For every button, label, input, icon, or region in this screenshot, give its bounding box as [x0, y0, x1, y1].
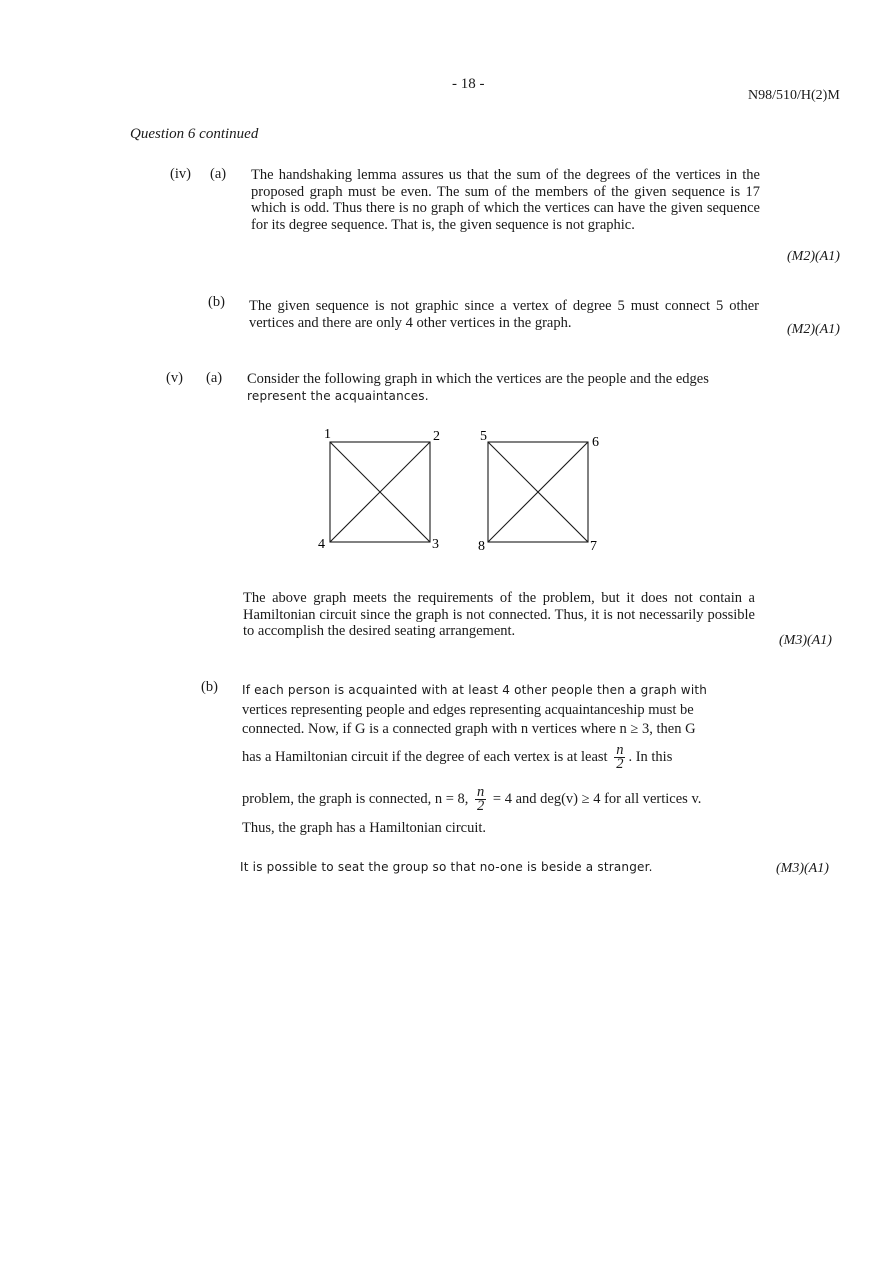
vertex-label-1: 1: [324, 427, 331, 442]
part-iv-a-marks: (M2)(A1): [787, 249, 840, 264]
vertex-label-7: 7: [590, 539, 597, 554]
vertex-label-3: 3: [432, 537, 439, 552]
part-iv-b-marks: (M2)(A1): [787, 322, 840, 337]
vertex-label-4: 4: [318, 537, 325, 552]
part-iv-a-text: The handshaking lemma assures us that the sum of the degrees of the vertices in the proposed graph must be even. The sum of the members of the given sequence is 17 which is odd. Thus there is no graph of which the vertices can have the given sequence for its degree sequence. That is, the given sequence is not graphic.: [251, 167, 760, 233]
part-v-b-label: (b): [201, 679, 218, 695]
part-v-b-line5-mid: = 4 and deg(v) ≥ 4 for all vertices v.: [492, 790, 702, 807]
fraction-numerator-2: n: [477, 784, 485, 800]
part-v-a-label: (a): [206, 370, 223, 386]
part-v-b-line4-pre: has a Hamiltonian circuit if the degree of each vertex is at least: [242, 748, 608, 765]
fraction-denominator-2: 2: [477, 798, 485, 814]
n-over-2-fraction-2: [475, 786, 486, 813]
part-v-a-after-text: The above graph meets the requirements of the problem, but it does not contain a Hamiltonian circuit since the graph is not connected. Thus, it is not necessarily possible to accomplish the desired seating arrangement.: [243, 590, 755, 639]
part-iv-b-text: The given sequence is not graphic since a vertex of degree 5 must connect 5 other vertices and there are only 4 other vertices in the graph.: [249, 298, 759, 331]
vertex-label-2: 2: [433, 429, 440, 444]
part-v-b-conclusion: It is possible to seat the group so that no-one is beside a stranger.: [240, 860, 653, 874]
part-v-label: (v): [166, 370, 183, 386]
part-v-b-marks: (M3)(A1): [776, 861, 829, 876]
question-heading: Question 6 continued: [130, 126, 259, 142]
part-v-a-marks: (M3)(A1): [779, 633, 832, 648]
vertex-label-8: 8: [478, 539, 485, 554]
fraction-denominator: 2: [616, 756, 624, 772]
vertex-label-6: 6: [592, 435, 599, 450]
part-v-b-line1: If each person is acquainted with at least 4 other people then a graph with: [242, 683, 708, 697]
document-code: N98/510/H(2)M: [748, 88, 840, 103]
vertex-label-5: 5: [480, 429, 487, 444]
page-number: - 18 -: [452, 76, 485, 92]
part-iv-b-label: (b): [208, 294, 225, 310]
fraction-numerator: n: [616, 742, 624, 758]
part-v-a-intro-small: represent the acquaintances.: [247, 389, 429, 403]
part-iv-a-label: (a): [210, 166, 227, 182]
n-over-2-fraction: [614, 744, 625, 771]
part-v-b-line6: Thus, the graph has a Hamiltonian circuit.: [242, 820, 487, 836]
part-v-b-line4-post: . In this: [628, 748, 673, 765]
part-v-b-line4: [242, 744, 672, 771]
part-v-b-line2: vertices representing people and edges representing acquaintanceship must be: [242, 702, 694, 718]
part-v-b-line5: [242, 786, 701, 813]
part-v-b-line5-pre: problem, the graph is connected, n = 8,: [242, 790, 469, 807]
part-v-a-intro: Consider the following graph in which the vertices are the people and the edges: [247, 371, 709, 387]
part-iv-label: (iv): [170, 166, 191, 182]
part-v-b-line3: connected. Now, if G is a connected graph with n vertices where n ≥ 3, then G: [242, 721, 696, 737]
acquaintance-graph: [300, 420, 620, 560]
